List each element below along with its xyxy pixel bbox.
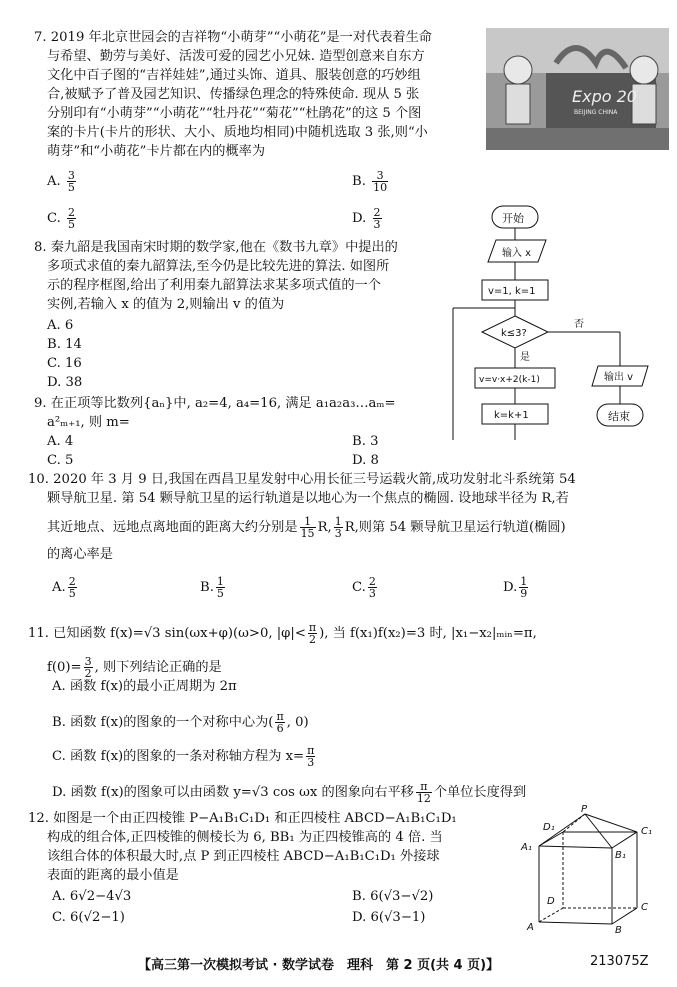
q7-line: 案的卡片(卡片的形状、大小、质地均相同)中随机选取 3 张,则“小	[47, 125, 428, 140]
q11-option-a: A. 函数 f(x)的最小正周期为 2π	[52, 679, 237, 694]
q7-line: 萌芽”和“小萌花”卡片都在内的概率为	[47, 144, 266, 159]
q12-line: 12. 如图是一个由正四棱锥 P−A₁B₁C₁D₁ 和正四棱柱 ABCD−A₁B₁C₁D₁	[28, 811, 457, 826]
label-C1: C₁	[641, 826, 652, 837]
q7-line: 7. 2019 年北京世园会的吉祥物“小萌芽”“小萌花”是一对代表着生命	[34, 30, 432, 45]
q10-option-c: C. $\frac{2}{3}$	[352, 575, 376, 600]
flow-init-label: v=1, k=1	[488, 286, 536, 297]
mascot-photo	[486, 28, 669, 150]
flow-cond-label: k≤3?	[501, 328, 527, 339]
q8-line: 实例,若输入 x 的值为 2,则输出 v 的值为	[47, 297, 285, 312]
label-P: P	[581, 804, 588, 815]
q12-line: 该组合体的体积最大时,点 P 到正四棱柱 ABCD−A₁B₁C₁D₁ 外接球	[47, 849, 440, 864]
pyramid-prism-figure	[517, 804, 667, 936]
q12-option-b: B. 6(√3−√2)	[352, 889, 434, 904]
q11-line: f(0)= $\frac{3}{2}$ , 则下列结论正确的是	[47, 655, 222, 680]
q7-option-a: A. $\frac{3}{5}$	[47, 169, 75, 194]
label-A: A	[527, 922, 534, 933]
q7-line: 文化中百子图的“吉祥娃娃”,通过头饰、道具、服装创意的巧妙组	[47, 68, 421, 83]
q12-option-c: C. 6(√2−1)	[52, 910, 125, 925]
flowchart	[448, 200, 673, 440]
q8-option-a: A. 6	[47, 318, 74, 333]
label-B1: B₁	[615, 850, 626, 861]
q8-option-d: D. 38	[47, 375, 83, 390]
footer-code: 213075Z	[590, 954, 649, 969]
footer-title: 【高三第一次模拟考试 · 数学试卷 理科 第 2 页(共 4 页)】	[138, 958, 500, 973]
q12-line: 表面的距离的最小值是	[47, 868, 179, 883]
q7-option-b: B. $\frac{3}{10}$	[352, 169, 388, 194]
q7-line: 合,被赋予了普及园艺知识、传播绿色理念的特殊使命. 现从 5 张	[47, 87, 420, 102]
flow-step-label: v=v·x+2(k-1)	[479, 375, 540, 385]
q7-option-d: D. $\frac{2}{3}$	[352, 206, 381, 231]
flow-output-label: 输出 v	[604, 372, 634, 383]
q8-option-b: B. 14	[47, 337, 82, 352]
label-A1: A₁	[521, 842, 532, 853]
q10-line: 颗导航卫星. 第 54 颗导航卫星的运行轨道是以地心为一个焦点的椭圆. 设地球半径为 R,若	[47, 491, 569, 506]
q12-line: 构成的组合体,正四棱锥的侧棱长为 6, BB₁ 为正四棱锥高的 4 倍. 当	[47, 830, 443, 845]
q10-line: 其近地点、远地点离地面的距离大约分别是 $\frac{1}{15}$ R, $\frac{1}{3}$ R,则第 54 颗导航卫星运行轨道(椭圆)	[47, 515, 566, 540]
q9-line: a²ₘ₊₁, 则 m=	[47, 415, 130, 430]
q9-line: 9. 在正项等比数列{aₙ}中, a₂=4, a₄=16, 满足 a₁a₂a₃…aₘ=	[34, 396, 396, 411]
q10-option-d: D. $\frac{1}{9}$	[503, 575, 528, 600]
flow-yes-label: 是	[520, 352, 530, 363]
q8-option-c: C. 16	[47, 356, 82, 371]
q7-line: 与希望、勤劳与美好、活泼可爱的园艺小兄妹. 造型创意来自东方	[47, 49, 425, 64]
q7-line: 分别印有“小萌芽”“小萌花”“牡丹花”“菊花”“杜鹃花”的这 5 个图	[47, 106, 422, 121]
q11-option-c: C. 函数 f(x)的图象的一条对称轴方程为 x= $\frac{\pi}{3}$	[52, 744, 315, 769]
q9-option-d: D. 8	[352, 453, 379, 468]
label-D1: D₁	[543, 822, 555, 833]
expo-logo-subtext: BEIJING CHINA	[574, 109, 618, 116]
q10-option-b: B. $\frac{1}{5}$	[200, 575, 224, 600]
q10-option-a: A. $\frac{2}{5}$	[52, 575, 76, 600]
q11-option-b: B. 函数 f(x)的图象的一个对称中心为( $\frac{\pi}{6}$ , 0)	[52, 710, 309, 735]
q12-option-d: D. 6(√3−1)	[352, 910, 426, 925]
expo-logo-text: Expo 20	[572, 87, 637, 106]
flow-input-label: 输入 x	[502, 248, 532, 259]
q11-line: 11. 已知函数 f(x)=√3 sin(ωx+φ)(ω>0, |φ|< $\frac{\pi}{2}$ ), 当 f(x₁)f(x₂)=3 时, |x₁−x₂|ₘᵢₙ=π,	[28, 621, 537, 646]
q7-option-c: C. $\frac{2}{5}$	[47, 206, 76, 231]
q8-line: 示的程序框图,给出了利用秦九韶算法求某多项式值的一个	[47, 278, 381, 293]
q9-option-c: C. 5	[47, 453, 74, 468]
q9-option-a: A. 4	[47, 434, 74, 449]
q8-line: 8. 秦九韶是我国南宋时期的数学家,他在《数书九章》中提出的	[34, 240, 398, 255]
label-C: C	[641, 902, 648, 913]
q10-line: 10. 2020 年 3 月 9 日,我国在西昌卫星发射中心用长征三号运载火箭,成功发射北斗系统第 54	[28, 472, 576, 487]
q10-line: 的离心率是	[47, 547, 113, 562]
q8-line: 多项式求值的秦九韶算法,至今仍是比较先进的算法. 如图所	[47, 259, 390, 274]
flow-start-label: 开始	[502, 212, 524, 225]
q12-option-a: A. 6√2−4√3	[52, 889, 132, 904]
label-B: B	[615, 925, 622, 936]
label-D: D	[547, 896, 555, 907]
q11-option-d: D. 函数 f(x)的图象可以由函数 y=√3 cos ωx 的图象向右平移 $\frac{\pi}{12}$ 个单位长度得到	[52, 780, 527, 805]
flow-no-label: 否	[574, 319, 584, 330]
flow-end-label: 结束	[608, 410, 630, 423]
q9-option-b: B. 3	[352, 434, 379, 449]
flow-inc-label: k=k+1	[494, 410, 529, 421]
